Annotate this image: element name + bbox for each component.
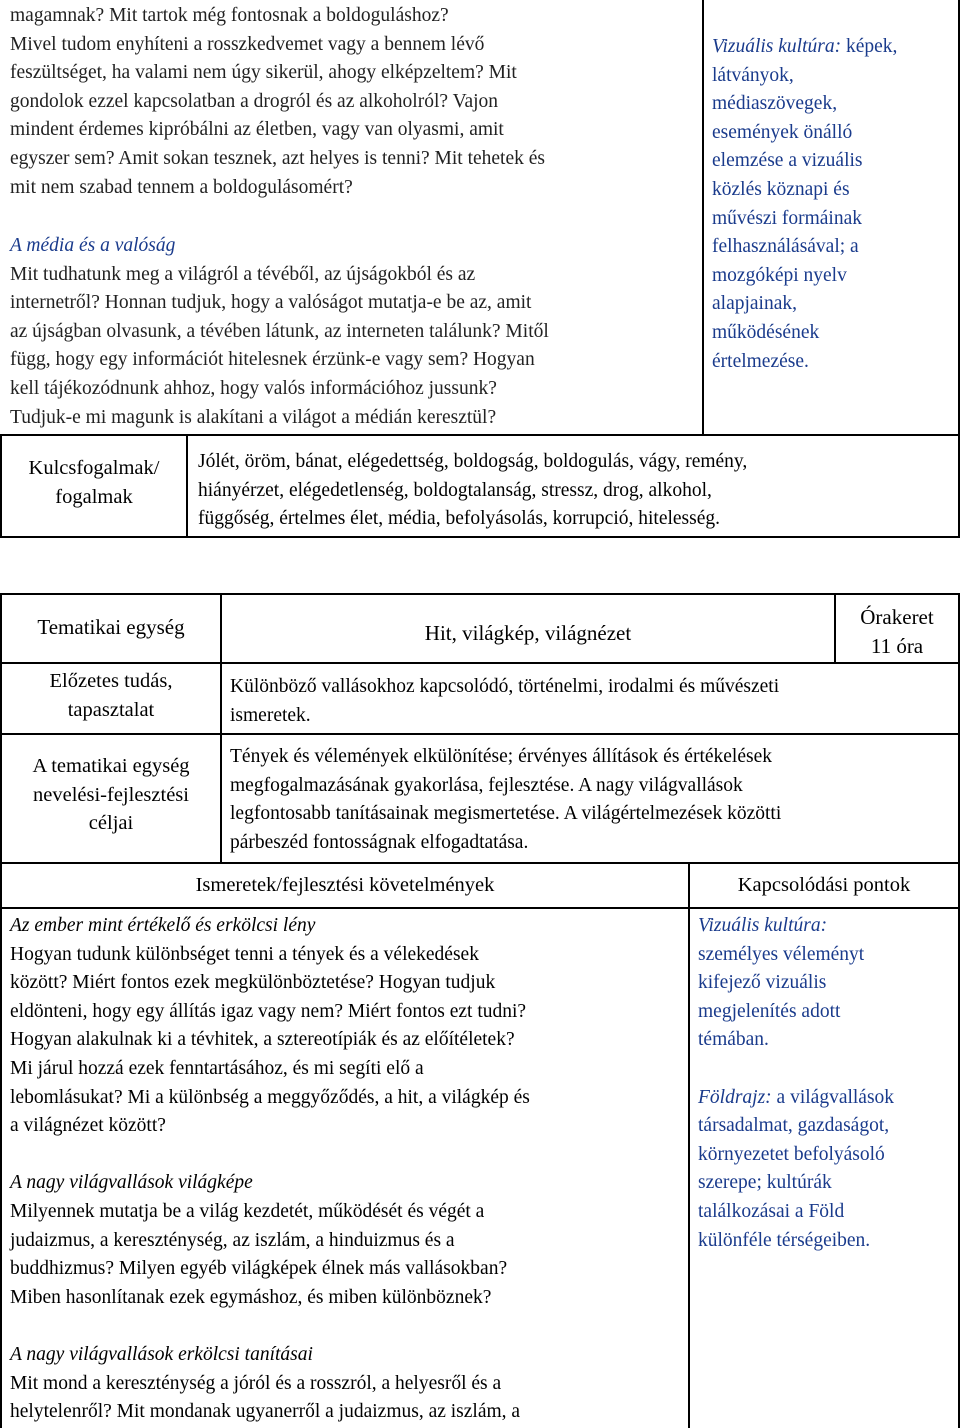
goals-label (2, 752, 220, 838)
divider (0, 536, 960, 538)
text-line: környezetet befolyásoló (698, 1143, 885, 1165)
text-line: Kulcsfogalmak/ (28, 457, 160, 479)
divider (0, 733, 960, 735)
subject-label: Vizuális kultúra: (712, 36, 842, 57)
text-line: párbeszéd fontosságnak elfogadtatása. (230, 831, 529, 853)
text-line: internetről? Honnan tudjuk, hogy a valóságot mutatja-e be az, amit (10, 292, 532, 314)
text-line: találkozásai a Föld (698, 1200, 845, 1222)
unit-title: Hit, világkép, világnézet (424, 621, 632, 645)
text-line: Különböző vallásokhoz kapcsolódó, történelmi, irodalmi és művészeti (230, 676, 780, 697)
divider (0, 907, 960, 909)
spacer (10, 1312, 686, 1341)
text-line: Tudjuk-e mi magunk is alakítani a világot a médián keresztül? (10, 406, 497, 428)
text-line: Miben hasonlítanak ezek egymáshoz, és miben különböznek? (10, 1286, 492, 1308)
spacer (10, 1141, 686, 1170)
keywords-content (198, 448, 956, 534)
text-line: Előzetes tudás, (49, 670, 173, 692)
text-line (712, 33, 956, 62)
divider (0, 862, 960, 864)
text-line: működésének (712, 321, 820, 343)
text-line: judaizmus, a kereszténység, az iszlám, a hinduizmus és a (10, 1229, 455, 1251)
section-heading: A nagy világvallások világképe (10, 1172, 253, 1194)
text-line: Mivel tudom enyhíteni a rosszkedvemet vagy a bennem lévő (10, 33, 485, 55)
section-heading: A média és a valóság (10, 235, 176, 256)
text-line: mindent érdemes kipróbálni az életben, vagy van olyasmi, amit (10, 119, 504, 141)
divider (688, 862, 690, 1428)
hours-cell (836, 603, 958, 660)
text-line: Milyennek mutatja be a világ kezdetét, működését és végét a (10, 1200, 485, 1222)
text-line: események önálló (712, 121, 853, 143)
divider (0, 434, 960, 436)
section-heading: Az ember mint értékelő és erkölcsi lény (10, 915, 316, 936)
col-header-requirements: Ismeretek/fejlesztési követelmények (195, 874, 495, 896)
text-line: magamnak? Mit tartok még fontosnak a boldoguláshoz? (10, 5, 449, 26)
text-line: nevelési-fejlesztési (33, 783, 189, 806)
text-line: függőség, értelmes élet, média, befolyásolás, korrupció, hitelesség. (198, 508, 721, 530)
text-line: A tematikai egység (32, 755, 190, 777)
text-line: felhasználásával; a (712, 236, 859, 258)
text-span: képek, (841, 36, 898, 57)
subject-label: Földrajz: (698, 1086, 772, 1108)
text-line: helytelenről? Mit mondanak ugyanerről a judaizmus, az iszlám, a (10, 1401, 521, 1423)
text-span: a világvallások (771, 1086, 895, 1108)
goals-content (230, 743, 954, 857)
text-line: mit nem szabad tennem a boldogulásomért? (10, 176, 353, 198)
question-block (10, 2, 700, 202)
text-line: személyes véleményt (698, 943, 865, 965)
prior-content (230, 673, 954, 730)
unit-label: Tematikai egység (37, 615, 185, 639)
text-line: az újságban olvasunk, a tévében látunk, az interneten találunk? Mitől (10, 320, 549, 342)
text-line: függ, hogy egy információt hitelesnek érzünk-e vagy sem? Hogyan (10, 349, 535, 371)
divider (702, 0, 704, 436)
connections-content (698, 912, 956, 1255)
text-line: megjelenítés adott (698, 1000, 841, 1022)
text-line: látványok, (712, 64, 794, 86)
text-line: Mi járul hozzá ezek fenntartásához, és mi segíti elő a (10, 1057, 424, 1079)
text-line (698, 1084, 956, 1113)
text-line: Tények és vélemények elkülönítése; érvényes állítások és értékelések (230, 746, 772, 767)
subject-label: Vizuális kultúra: (698, 915, 828, 936)
text-line: Mit tudhatunk meg a világról a tévéből, az újságokból és az (10, 263, 476, 285)
text-line: tapasztalat (67, 698, 155, 721)
spacer (698, 1055, 956, 1084)
text-line: Mit mond a kereszténység a jóról és a rosszról, a helyesről és a (10, 1372, 502, 1394)
text-line: lebomlásukat? Mi a különbség a meggyőződés, a hit, a világkép és (10, 1086, 530, 1108)
text-line: ismeretek. (230, 704, 311, 726)
text-line: kell tájékozódnunk ahhoz, hogy valós információhoz jussunk? (10, 377, 497, 399)
text-line: szerepe; kultúrák (698, 1172, 832, 1194)
divider (0, 593, 960, 595)
text-line: kifejező vizuális (698, 972, 827, 994)
text-line: megfogalmazásának gyakorlása, fejlesztése. A nagy világvallások (230, 774, 743, 796)
text-line: művészi formáinak (712, 207, 862, 229)
text-line: témában. (698, 1029, 769, 1051)
section-heading: A nagy világvallások erkölcsi tanításai (10, 1343, 313, 1365)
requirements-content (10, 912, 686, 1427)
text-line: fogalmak (55, 485, 133, 508)
divider (0, 662, 960, 664)
text-line: a világnézet között? (10, 1115, 166, 1137)
keywords-label (2, 454, 186, 511)
text-line: hiányérzet, elégedetlenség, boldogtalanság, stressz, drog, alkohol, (198, 479, 712, 501)
hours-value: 11 óra (870, 633, 924, 658)
connection-block (712, 33, 956, 376)
text-line: egyszer sem? Amit sokan tesznek, azt helyes is tenni? Mit tehetek és (10, 147, 546, 169)
col-header-connections: Kapcsolódási pontok (737, 874, 911, 896)
prior-label (2, 667, 220, 724)
text-line: Jólét, öröm, bánat, elégedettség, boldogság, boldogulás, vágy, remény, (198, 451, 748, 472)
text-line: gondolok ezzel kapcsolatban a drogról és az alkoholról? Vajon (10, 90, 499, 112)
text-line: értelmezése. (712, 350, 809, 372)
text-line: elemzése a vizuális (712, 150, 863, 172)
text-line: alapjainak, (712, 293, 797, 315)
text-line: társadalmat, gazdaságot, (698, 1115, 890, 1137)
text-line: médiaszövegek, (712, 93, 838, 115)
text-line: Hogyan alakulnak ki a tévhitek, a sztereotípiák és az előítéletek? (10, 1029, 515, 1051)
text-line: buddhizmus? Milyen egyéb világképek élnek más vallásokban? (10, 1258, 508, 1280)
text-line: különféle térségeiben. (698, 1229, 871, 1251)
media-block (10, 232, 700, 432)
text-line: közlés köznapi és (712, 178, 850, 200)
text-line: között? Miért fontos ezek megkülönböztetése? Hogyan tudjuk (10, 972, 496, 994)
text-line: mozgóképi nyelv (712, 264, 847, 286)
text-line: Hogyan tudunk különbséget tenni a tények és a vélekedések (10, 943, 479, 965)
text-line: céljai (88, 812, 134, 835)
divider (186, 434, 188, 538)
text-line: eldönteni, hogy egy állítás igaz vagy nem? Miért fontos ezt tudni? (10, 1000, 527, 1022)
text-line: feszültséget, ha valami nem úgy sikerül, ahogy elképzeltem? Mit (10, 62, 517, 84)
hours-label: Órakeret (860, 605, 934, 629)
text-line: legfontosabb tanításainak megismertetése. A világértelmezések közötti (230, 803, 782, 825)
